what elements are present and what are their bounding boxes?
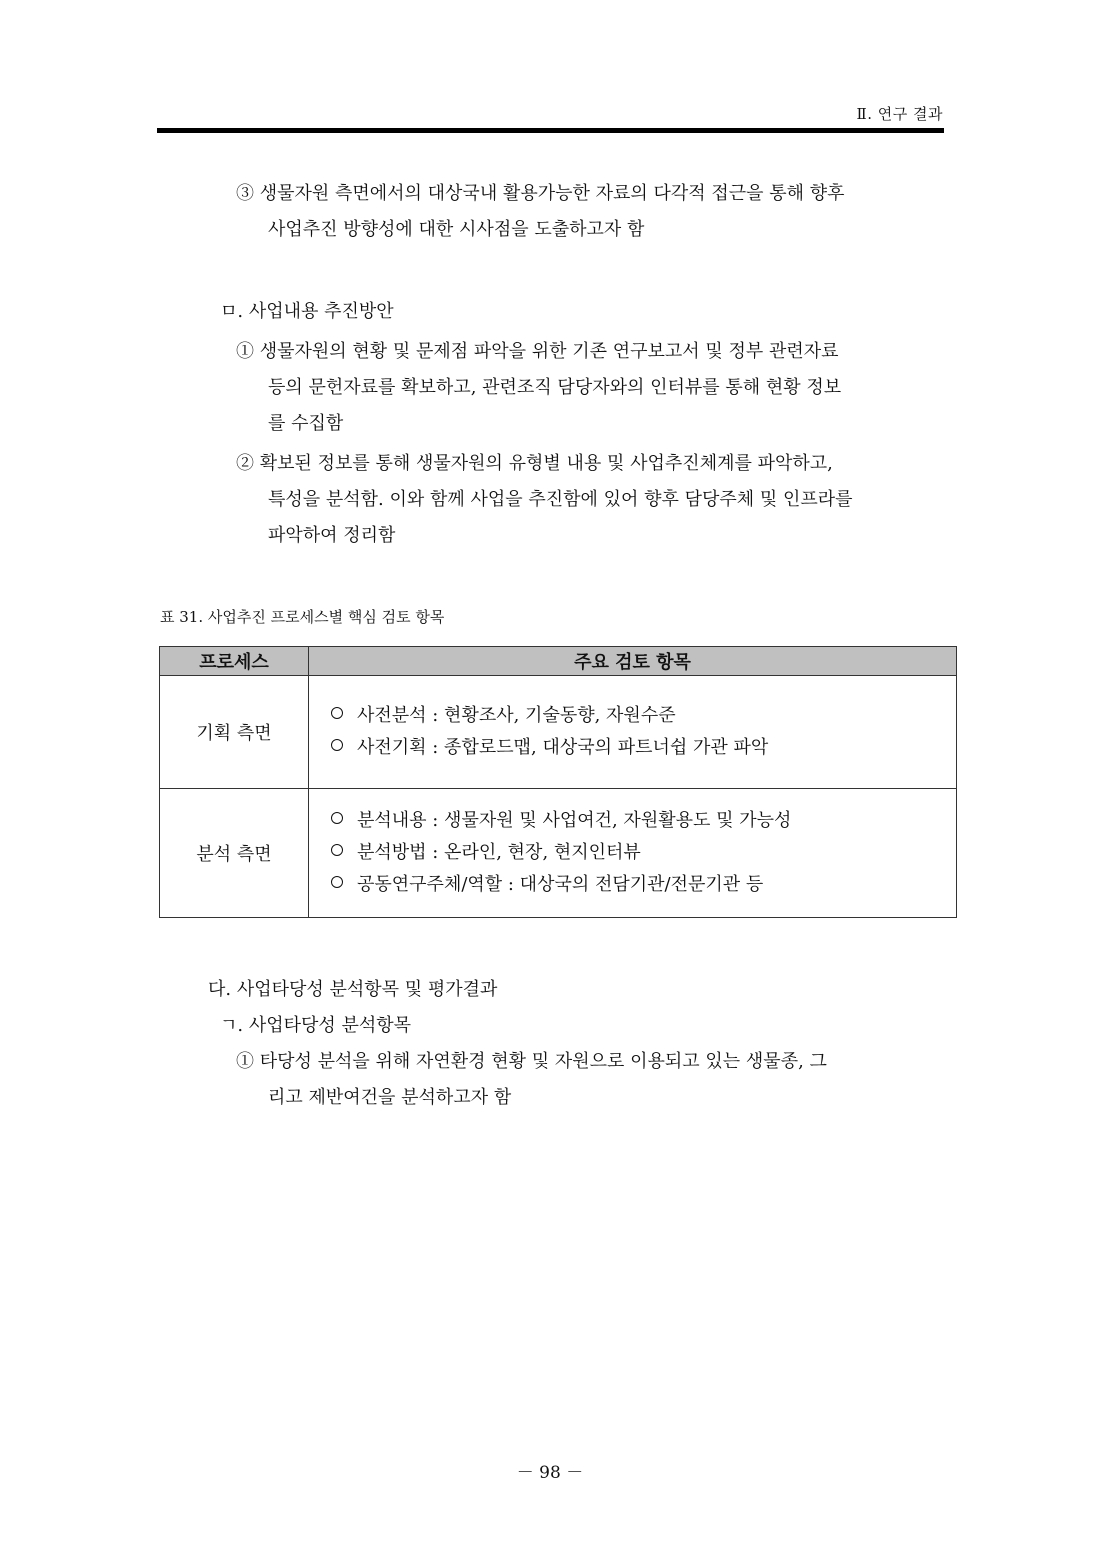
table-row <box>160 789 957 918</box>
list-item: 공동연구주체/역할 : 대상국의 전담기관/전문기관 등 <box>331 869 956 901</box>
circle-bullet-icon <box>331 844 343 856</box>
list-item: 분석내용 : 생물자원 및 사업여건, 자원활용도 및 가능성 <box>331 805 956 837</box>
page-number: － 98 － <box>516 1463 584 1483</box>
item-3-line-2: 사업추진 방향성에 대한 시사점을 도출하고자 함 <box>268 219 645 240</box>
section-d-subheading: ㄱ. 사업타당성 분석항목 <box>220 1015 412 1036</box>
list-item: 사전기획 : 종합로드맵, 대상국의 파트너쉽 가관 파악 <box>331 732 956 764</box>
section-d-heading: 다. 사업타당성 분석항목 및 평가결과 <box>208 979 498 1000</box>
process-cell: 기획 측면 <box>160 676 309 789</box>
process-cell: 분석 측면 <box>160 789 309 918</box>
list-item: 분석방법 : 온라인, 현장, 현지인터뷰 <box>331 837 956 869</box>
section-m-item-2-line-3: 파악하여 정리함 <box>268 525 396 546</box>
section-m-heading: ㅁ. 사업내용 추진방안 <box>220 301 394 322</box>
section-m-item-2-line-2: 특성을 분석함. 이와 함께 사업을 추진함에 있어 향후 담당주체 및 인프라를 <box>268 489 853 510</box>
table-row <box>160 676 957 789</box>
section-m-item-1-line-1: ① 생물자원의 현황 및 문제점 파악을 위한 기존 연구보고서 및 정부 관련자료 <box>236 341 839 362</box>
section-m-item-2-line-1: ② 확보된 정보를 통해 생물자원의 유형별 내용 및 사업추진체계를 파악하고, <box>236 453 833 474</box>
section-m-item-1-line-3: 를 수집함 <box>268 413 344 434</box>
items-cell <box>309 676 957 789</box>
circle-bullet-icon <box>331 876 343 888</box>
section-m-item-1-line-2: 등의 문헌자료를 확보하고, 관련조직 담당자와의 인터뷰를 통해 현황 정보 <box>268 377 842 398</box>
section-d-item-1-line-1: ① 타당성 분석을 위해 자연환경 현황 및 자원으로 이용되고 있는 생물종, 그 <box>236 1051 827 1072</box>
review-table <box>159 646 957 918</box>
header-process: 프로세스 <box>160 647 309 676</box>
item-3-line-1: ③ 생물자원 측면에서의 대상국내 활용가능한 자료의 다각적 접근을 통해 향후 <box>236 183 845 204</box>
header-rule <box>157 128 944 133</box>
items-cell <box>309 789 957 918</box>
circle-bullet-icon <box>331 812 343 824</box>
section-d-item-1-line-2: 리고 제반여건을 분석하고자 함 <box>268 1087 512 1108</box>
circle-bullet-icon <box>331 707 343 719</box>
circle-bullet-icon <box>331 739 343 751</box>
running-header: Ⅱ. 연구 결과 <box>856 105 943 123</box>
list-item: 사전분석 : 현황조사, 기술동향, 자원수준 <box>331 700 956 732</box>
table-header-row <box>160 647 957 676</box>
header-items: 주요 검토 항목 <box>309 647 957 676</box>
table-caption: 표 31. 사업추진 프로세스별 핵심 검토 항목 <box>160 608 445 626</box>
